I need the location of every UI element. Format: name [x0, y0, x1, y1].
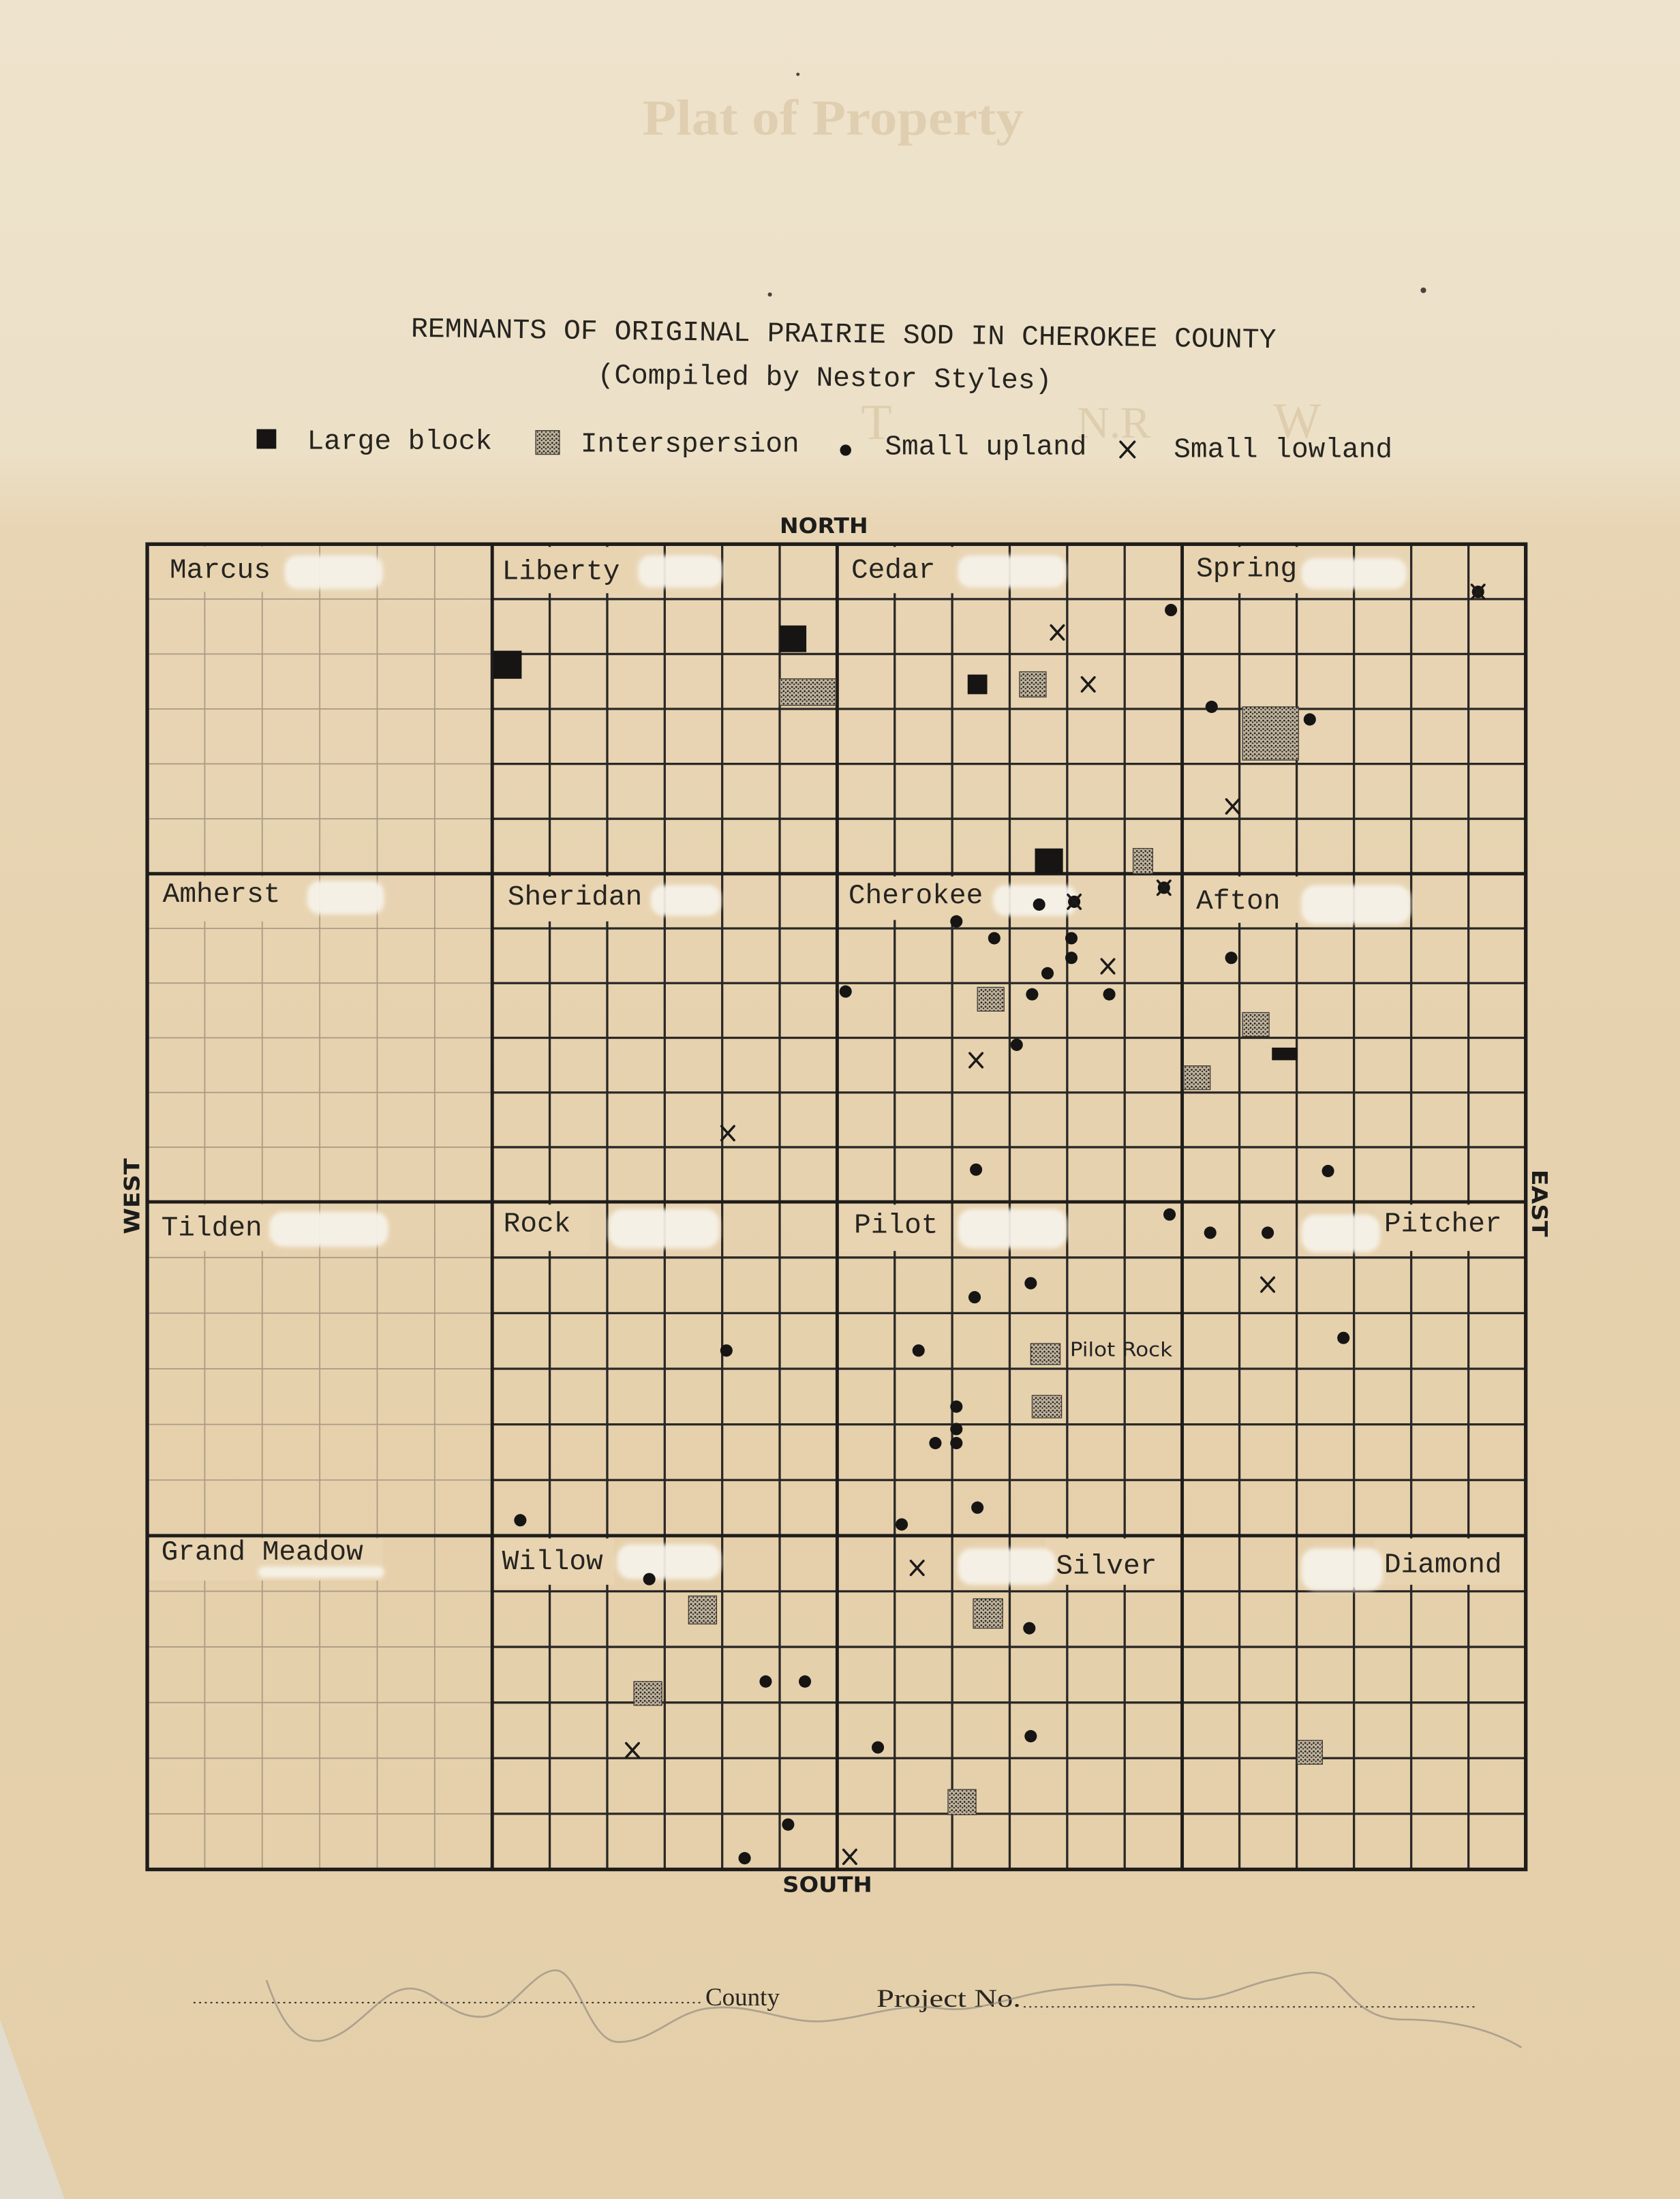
township-label-pitcher: Pitcher: [1384, 1209, 1502, 1241]
map-title: REMNANTS OF ORIGINAL PRAIRIE SOD IN CHEROKEE COUNTY: [410, 314, 1269, 357]
interspersion-marker: [1297, 1740, 1322, 1764]
whiteout-smudge: [617, 1544, 720, 1579]
township-label-sheridan: Sheridan: [507, 882, 643, 914]
large-block-marker: [968, 675, 988, 695]
small-upland-marker: [968, 1291, 981, 1303]
small-upland-marker: [1065, 932, 1078, 944]
small-upland-marker: [1262, 1226, 1274, 1239]
whiteout-smudge: [958, 556, 1065, 588]
township-label-willow: Willow: [502, 1547, 603, 1579]
small-upland-marker: [739, 1852, 751, 1864]
small-upland-marker: [1041, 967, 1054, 980]
large-block-marker: [780, 626, 806, 652]
small-upland-marker: [782, 1819, 794, 1831]
interspersion-marker: [1184, 1066, 1210, 1090]
small-upland-marker: [950, 1437, 962, 1449]
small-upland-marker: [1024, 1277, 1037, 1289]
interspersion-marker: [1030, 1344, 1060, 1365]
small-upland-marker: [1322, 1165, 1334, 1177]
township-label-diamond: Diamond: [1384, 1549, 1502, 1581]
township-label-amherst: Amherst: [162, 879, 281, 911]
township-label-tilden: Tilden: [161, 1213, 262, 1245]
map-subtitle: (Compiled by Nestor Styles): [597, 360, 1052, 397]
large-block-marker: [493, 651, 521, 679]
small-upland-marker: [1023, 1622, 1035, 1635]
small-upland-marker: [1225, 952, 1238, 964]
pilot-rock-annotation: Pilot Rock: [1069, 1337, 1173, 1361]
small-upland-marker: [720, 1344, 733, 1356]
township-label-spring: Spring: [1196, 553, 1298, 586]
scan-speck: [1420, 288, 1426, 293]
interspersion-marker: [780, 679, 836, 706]
small-upland-marker: [950, 1401, 962, 1413]
small-upland-marker: [799, 1675, 811, 1688]
small-upland-marker: [1011, 1039, 1023, 1051]
legend-label-large-block: Large block: [307, 426, 493, 458]
ghost-direction-label: W: [1273, 393, 1322, 449]
township-label-marcus: Marcus: [169, 555, 271, 587]
interspersion-marker: [1020, 671, 1046, 697]
whiteout-smudge: [307, 881, 384, 914]
small-upland-marker: [1304, 713, 1316, 725]
whiteout-smudge: [269, 1212, 388, 1247]
small-upland-marker: [929, 1437, 941, 1449]
township-label-cedar: Cedar: [851, 555, 936, 587]
small-upland-marker: [1204, 1226, 1217, 1239]
compass-east: EAST: [1526, 1169, 1551, 1230]
interspersion-marker: [1133, 849, 1153, 874]
ghost-form-heading: Plat of Property: [642, 90, 1024, 147]
large-block-icon: [257, 429, 277, 449]
county-label: County: [705, 1984, 780, 2012]
whiteout-smudge: [285, 556, 383, 589]
small-upland-marker: [643, 1573, 656, 1586]
township-label-rock: Rock: [503, 1209, 571, 1241]
small-upland-marker: [514, 1514, 526, 1526]
small-upland-icon: [840, 444, 851, 455]
small-upland-marker: [1163, 1209, 1176, 1221]
township-label-silver: Silver: [1056, 1551, 1157, 1583]
interspersion-icon: [536, 431, 560, 455]
small-upland-marker: [840, 986, 852, 998]
small-upland-marker: [1206, 701, 1218, 713]
ghost-range-label: N.R: [1077, 397, 1151, 448]
interspersion-marker: [634, 1682, 662, 1705]
interspersion-marker: [1242, 707, 1298, 760]
small-upland-marker: [988, 932, 1001, 944]
whiteout-smudge: [1301, 885, 1410, 924]
ghost-township-label: T: [861, 394, 892, 451]
whiteout-smudge: [609, 1209, 720, 1248]
small-upland-marker: [896, 1518, 908, 1530]
small-upland-marker: [971, 1502, 983, 1514]
small-upland-marker: [1065, 952, 1078, 964]
township-label-liberty: Liberty: [502, 556, 620, 588]
small-upland-marker: [970, 1164, 982, 1176]
small-upland-marker: [1033, 898, 1045, 911]
whiteout-smudge: [1301, 1548, 1382, 1590]
small-upland-marker: [950, 1423, 962, 1435]
compass-south: SOUTH: [782, 1872, 872, 1898]
compass-west: WEST: [120, 1167, 145, 1234]
legend-label-small-upland: Small upland: [885, 431, 1087, 464]
compass-north: NORTH: [780, 513, 868, 539]
township-label-grand-meadow: Grand Meadow: [161, 1536, 363, 1568]
small-upland-marker: [872, 1741, 884, 1753]
small-upland-marker: [759, 1675, 772, 1688]
township-label-cherokee: Cherokee: [848, 880, 983, 912]
small-upland-marker: [1103, 988, 1116, 1001]
scan-speck: [768, 292, 772, 297]
whiteout-smudge: [958, 1209, 1067, 1248]
interspersion-marker: [688, 1596, 716, 1624]
township-label-afton: Afton: [1196, 886, 1281, 918]
scan-speck: [796, 73, 799, 76]
small-upland-marker: [913, 1344, 925, 1356]
interspersion-marker: [1242, 1012, 1269, 1036]
interspersion-marker: [973, 1598, 1003, 1628]
whiteout-smudge: [958, 1548, 1056, 1584]
large-block-marker: [1035, 849, 1063, 874]
small-upland-marker: [1026, 988, 1038, 1001]
small-upland-marker: [1337, 1332, 1349, 1344]
township-label-pilot: Pilot: [854, 1210, 938, 1242]
whiteout-smudge: [1301, 558, 1406, 589]
whiteout-smudge: [1301, 1215, 1379, 1253]
interspersion-marker: [977, 987, 1004, 1011]
project-number-label: Project No.: [876, 1985, 1021, 2014]
large-block-marker: [1272, 1048, 1297, 1061]
interspersion-marker: [1032, 1395, 1061, 1418]
small-upland-marker: [950, 915, 962, 928]
whiteout-smudge: [651, 885, 721, 915]
legend-label-interspersion: Interspersion: [580, 429, 799, 461]
small-upland-marker: [1024, 1730, 1037, 1742]
whiteout-smudge: [638, 556, 722, 588]
legend-label-small-lowland: Small lowland: [1174, 434, 1393, 466]
small-upland-marker: [1165, 604, 1177, 616]
interspersion-marker: [948, 1789, 976, 1815]
